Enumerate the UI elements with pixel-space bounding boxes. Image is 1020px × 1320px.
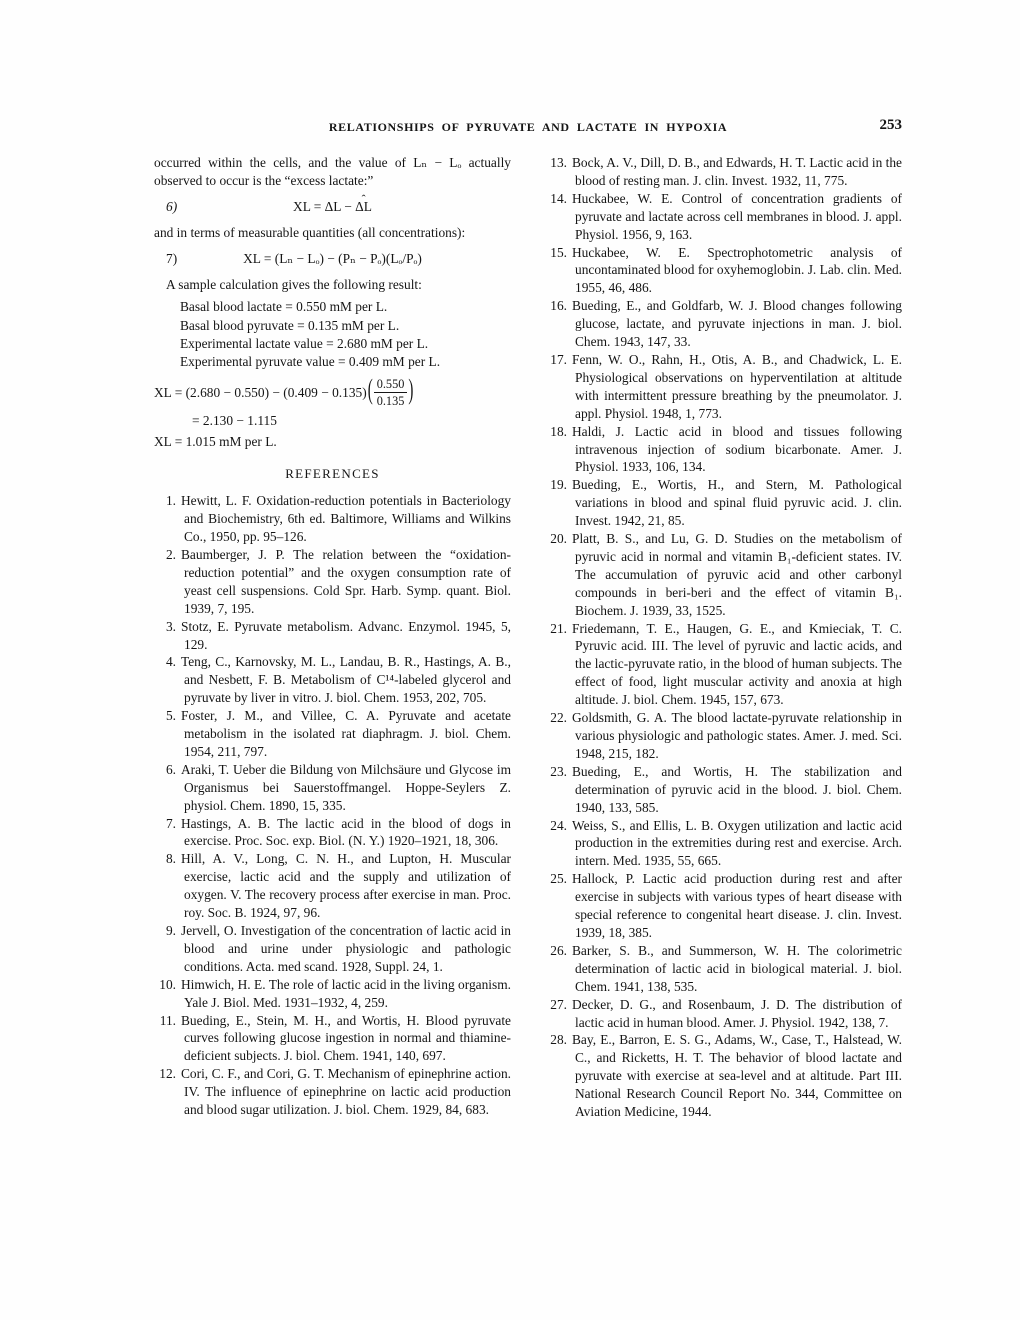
reference-number: 10. [159, 976, 176, 992]
reference-text: Baumberger, J. P. The relation between the “oxidation-reduction potential” and the oxygen consumption rate of yeast cell suspensions. Cold Spr. Harb. Symp. quant. Biol. 1939, 7, 195. [181, 546, 511, 616]
reference-item [545, 476, 902, 530]
sample-value-line: Basal blood lactate = 0.550 mM per L. [180, 299, 388, 315]
reference-item [545, 996, 902, 1032]
reference-item [545, 190, 902, 244]
two-column-layout [154, 154, 902, 1121]
calculation-line-3: XL = 1.015 mM per L. [154, 434, 277, 450]
equation-7-label: 7) [166, 250, 178, 266]
right-column [545, 154, 902, 1121]
reference-number: 19. [550, 477, 567, 493]
fraction-numerator: 0.550 [374, 377, 408, 393]
page-number: 253 [879, 117, 902, 133]
reference-number: 26. [550, 942, 567, 958]
reference-item [154, 761, 511, 815]
equation-6-body [293, 198, 372, 216]
reference-item [154, 922, 511, 976]
reference-list-left [154, 492, 511, 1119]
calculation-line-1 [154, 377, 511, 408]
reference-text: Bueding, E., and Wortis, H. The stabilization and determination of pyruvic acid in the blood. J. biol. Chem. 1940, 133, 585. [572, 763, 902, 815]
reference-item [154, 1012, 511, 1066]
reference-text: Himwich, H. E. The role of lactic acid in the living organism. Yale J. Biol. Med. 1931–1932, 4, 259. [181, 976, 511, 1010]
left-column [154, 154, 511, 1121]
reference-text: Bay, E., Barron, E. S. G., Adams, W., Case, T., Halstead, W. C., and Ricketts, H. T. The behavior of blood lactate and pyruvate with exercise at sea-level and at altitude. Part III. National Research Council Report No. 344, Committee on Aviation Medicine, 1944. [572, 1032, 902, 1120]
equation-6-label: 6) [166, 198, 178, 214]
reference-text: Barker, S. B., and Summerson, W. H. The colorimetric determination of lactic acid in biological material. J. biol. Chem. 1941, 138, 535. [572, 942, 902, 994]
reference-number: 25. [550, 871, 567, 887]
reference-text: Hewitt, L. F. Oxidation-reduction potentials in Bacteriology and Biochemistry, 6th ed. Baltimore, Williams and Wilkins Co., 1950, pp. 95–126. [181, 493, 511, 545]
reference-number: 8. [165, 851, 176, 867]
reference-item [154, 546, 511, 618]
sample-value-line: Experimental pyruvate value = 0.409 mM per L. [180, 354, 441, 370]
reference-text: Decker, D. G., and Rosenbaum, J. D. The distribution of lactic acid in human blood. Amer. J. Physiol. 1942, 138, 7. [572, 996, 902, 1030]
reference-item [154, 1065, 511, 1119]
reference-item [545, 351, 902, 423]
fraction [374, 377, 408, 408]
between-paragraph: and in terms of measurable quantities (all concentrations): [154, 224, 466, 240]
calculation-block [154, 377, 511, 451]
reference-number: 5. [165, 708, 176, 724]
reference-list-right [545, 154, 902, 1121]
reference-text: Cori, C. F., and Cori, G. T. Mechanism of epinephrine action. IV. The influence of epinephrine on lactic acid production and blood sugar utilization. J. biol. Chem. 1929, 84, 683. [181, 1066, 511, 1118]
reference-number: 16. [550, 298, 567, 314]
reference-text: Stotz, E. Pyruvate metabolism. Advanc. Enzymol. 1945, 5, 129. [181, 618, 511, 652]
reference-number: 15. [550, 244, 567, 260]
reference-text: Haldi, J. Lactic acid in blood and tissues following intravenous injection of sodium bicarbonate. Amer. J. Physiol. 1933, 106, 134. [572, 423, 902, 475]
reference-number: 1. [165, 493, 176, 509]
reference-number: 14. [550, 190, 567, 206]
page-content [154, 117, 903, 1121]
reference-text: Bock, A. V., Dill, D. B., and Edwards, H. T. Lactic acid in the blood of resting man. J. clin. Invest. 1932, 11, 775. [572, 155, 903, 188]
right-parenthesis: ) [408, 375, 414, 407]
equation-6-lhs: XL = ΔL − [293, 198, 356, 214]
sample-value-line: Experimental lactate value = 2.680 mM per L. [180, 335, 429, 351]
running-title: RELATIONSHIPS OF PYRUVATE AND LACTATE IN HYPOXIA [328, 120, 728, 134]
reference-text: Friedemann, T. E., Haugen, G. E., and Kmieciak, T. C. Pyruvic acid. III. The level of pyruvic and lactic acids, and the lactic-pyruvate ratio, in the blood of human subjects. The effect of food, light muscular activity and anoxia at high altitude. J. biol. Chem. 1945, 157, 673. [572, 620, 902, 708]
reference-number: 20. [550, 531, 567, 547]
reference-text: Jervell, O. Investigation of the concentration of lactic acid in blood and urine under physiologic and pathologic conditions. Acta. med scand. 1928, Suppl. 24, 1. [181, 923, 511, 974]
reference-item [154, 653, 511, 707]
reference-item [545, 154, 902, 190]
reference-number: 12. [159, 1066, 176, 1082]
reference-text: Teng, C., Karnovsky, M. L., Landau, B. R., Hastings, A. B., and Nesbett, F. B. Metabolism of C¹⁴-labeled glycerol and pyruvate by liver in vitro. J. biol. Chem. 1953, 202, 705. [181, 654, 511, 706]
reference-item [545, 870, 902, 942]
reference-number: 6. [165, 761, 176, 777]
equation-6 [154, 198, 511, 216]
reference-text: Huckabee, W. E. Spectrophotometric analysis of uncontaminated blood for oxyhemoglobin. J. Lab. clin. Med. 1955, 46, 486. [572, 244, 902, 296]
reference-number: 18. [550, 423, 567, 439]
reference-text: Bueding, E., Stein, M. H., and Wortis, H. Blood pyruvate curves following glucose ingestion in normal and thiamine-deficient subjects. J. biol. Chem. 1941, 140, 697. [181, 1012, 511, 1064]
reference-number: 13. [550, 155, 567, 170]
reference-number: 11. [159, 1012, 176, 1028]
page-header [154, 117, 902, 140]
reference-text: Bueding, E., and Goldfarb, W. J. Blood changes following glucose, lactate, and pyruvate injections in man. J. biol. Chem. 1943, 147, 33. [572, 298, 902, 350]
reference-text: Foster, J. M., and Villee, C. A. Pyruvate and acetate metabolism in the isolated rat diaphragm. J. biol. Chem. 1954, 211, 797. [181, 708, 511, 759]
references-heading: REFERENCES [285, 466, 380, 482]
reference-text: Weiss, S., and Ellis, L. B. Oxygen utilization and lactic acid production in the extremities during rest and exercise. Arch. intern. Med. 1935, 55, 665. [572, 817, 902, 869]
reference-text: Hallock, P. Lactic acid production during rest and after exercise in subjects with various types of heart disease with special reference to congenital heart disease. J. clin. Invest. 1939, 18, 385. [572, 871, 902, 940]
reference-number: 28. [550, 1032, 567, 1048]
equation-7 [154, 250, 511, 268]
reference-number: 3. [165, 618, 176, 634]
reference-text: Huckabee, W. E. Control of concentration gradients of pyruvate and lactate across cell membranes in blood. J. appl. Physiol. 1956, 9, 163. [572, 190, 902, 242]
reference-number: 17. [550, 351, 567, 367]
sample-calculation-intro: A sample calculation gives the following result: [166, 276, 422, 292]
reference-number: 24. [550, 817, 567, 833]
reference-item [154, 850, 511, 922]
reference-item [545, 817, 902, 871]
reference-item [545, 530, 902, 620]
reference-item [545, 1031, 902, 1121]
reference-number: 22. [550, 710, 567, 726]
reference-item [545, 297, 902, 351]
fraction-denominator: 0.135 [376, 394, 405, 409]
reference-item [154, 618, 511, 654]
reference-item [545, 942, 902, 996]
left-parenthesis: ( [367, 375, 373, 407]
equation-7-body: XL = (Lₙ − Lₒ) − (Pₙ − Pₒ)(Lₒ/Pₒ) [243, 250, 422, 266]
reference-item [154, 976, 511, 1012]
reference-item [545, 244, 902, 298]
reference-number: 7. [165, 815, 176, 831]
reference-item [545, 763, 902, 817]
calculation-line-2: = 2.130 − 1.115 [192, 412, 277, 428]
reference-text: Platt, B. S., and Lu, G. D. Studies on the metabolism of pyruvic acid in normal and vitamin B₁-deficient states. IV. The accumulation of pyruvic acid and other carbonyl compounds in beri-beri and the effect of vitamin B₁. Biochem. J. 1939, 33, 1525. [572, 531, 902, 618]
reference-item [154, 815, 511, 851]
reference-number: 4. [165, 654, 176, 670]
delta-l-hat-term: ΔL ˆ [355, 199, 372, 214]
intro-paragraph: occurred within the cells, and the value of Lₙ − Lₒ actually observed to occur is the “excess lactate:” [154, 155, 511, 188]
reference-text: Fenn, W. O., Rahn, H., Otis, A. B., and Chadwick, L. E. Physiological observations on hyperventilation at altitude with intermittent pressure breathing by the pneumolator. J. appl. Physiol. 1948, 1, 773. [572, 351, 902, 421]
reference-text: Hill, A. V., Long, C. N. H., and Lupton, H. Muscular exercise, lactic acid and the supply and utilization of oxygen. V. The recovery process after exercise in man. Proc. roy. Soc. B. 1924, 97, 96. [181, 851, 511, 921]
reference-text: Hastings, A. B. The lactic acid in the blood of dogs in exercise. Proc. Soc. exp. Biol. (N. Y.) 1920–1921, 18, 306. [181, 815, 511, 849]
reference-text: Goldsmith, G. A. The blood lactate-pyruvate relationship in various physiologic and pathologic states. Amer. J. med. Sci. 1948, 215, 182. [572, 710, 902, 761]
reference-number: 9. [165, 923, 176, 938]
reference-text: Araki, T. Ueber die Bildung von Milchsäure und Glycose im Organismus bei Sauerstoffmangel. Hoppe-Seylers Z. physiol. Chem. 1890, 15, 335. [181, 761, 511, 813]
reference-item [154, 707, 511, 761]
calculation-line-1-text: XL = (2.680 − 0.550) − (0.409 − 0.135) [154, 384, 367, 400]
reference-number: 23. [550, 763, 567, 779]
sample-value-line: Basal blood pyruvate = 0.135 mM per L. [180, 317, 400, 333]
reference-text: Bueding, E., Wortis, H., and Stern, M. Pathological variations in blood and spinal fluid pyruvic acid. J. clin. Invest. 1942, 21, 85. [572, 477, 902, 529]
reference-number: 21. [550, 620, 567, 636]
reference-item [545, 620, 902, 710]
reference-number: 27. [550, 996, 567, 1012]
reference-item [545, 709, 902, 763]
sample-values-block [180, 298, 511, 371]
reference-number: 2. [165, 546, 176, 562]
reference-item [154, 492, 511, 546]
reference-item [545, 423, 902, 477]
